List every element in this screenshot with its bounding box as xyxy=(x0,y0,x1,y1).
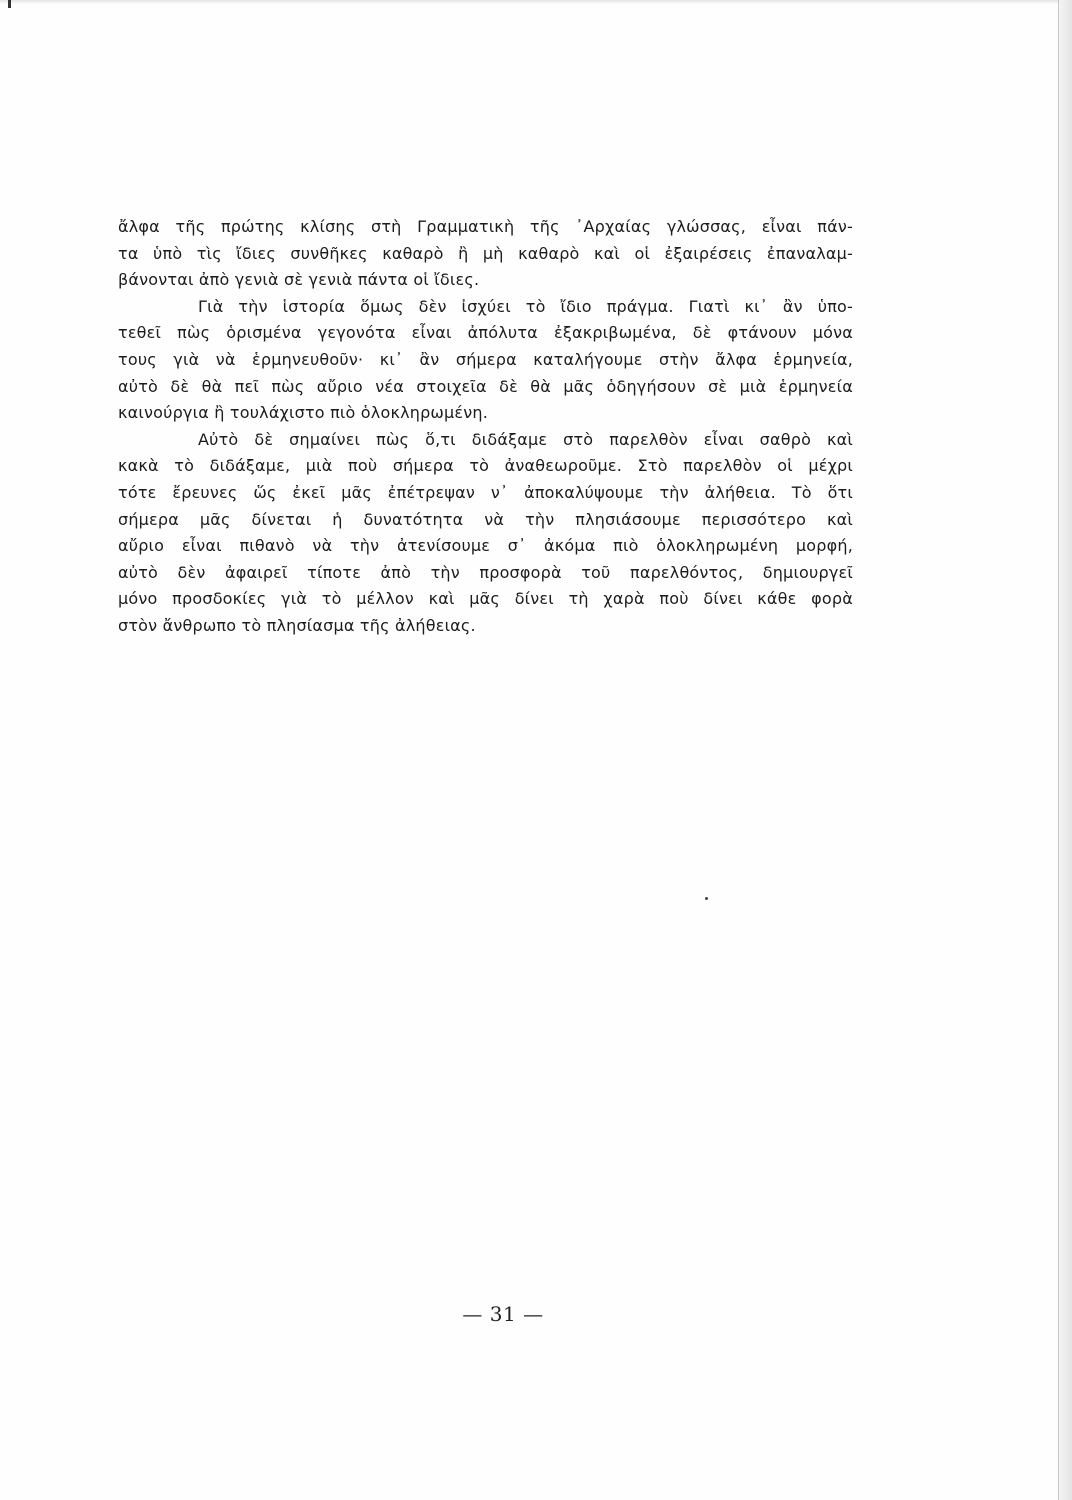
scan-right-edge-line xyxy=(1058,0,1059,1500)
scan-dot-mark xyxy=(705,897,708,900)
text-line: αὐτὸ δὲ θὰ πεῖ πὼς αὔριο νέα στοιχεῖα δὲ θὰ μᾶς ὁδηγήσουν σὲ μιὰ ἑρμηνεία xyxy=(118,376,853,396)
text-line: τους γιὰ νὰ ἑρμηνευθοῦν· κι᾽ ἂν σήμερα καταλήγουμε στὴν ἄλφα ἑρμηνεία, xyxy=(118,349,853,369)
page-number: — 31 — xyxy=(462,1302,544,1326)
text-line: ἄλφα τῆς πρώτης κλίσης στὴ Γραμματικὴ τῆς ᾽Αρχαίας γλώσσας, εἶναι πάν- xyxy=(118,217,853,236)
text-line: σήμερα μᾶς δίνεται ἡ δυνατότητα νὰ τὴν πλησιάσουμε περισσότερο καὶ xyxy=(118,509,853,529)
text-line: αὐτὸ δὲν ἀφαιρεῖ τίποτε ἀπὸ τὴν προσφορὰ τοῦ παρελθόντος, δημιουργεῖ xyxy=(118,562,853,582)
text-line: κακὰ τὸ διδάξαμε, μιὰ ποὺ σήμερα τὸ ἀναθεωροῦμε. Στὸ παρελθὸν οἱ μέχρι xyxy=(118,456,853,476)
text-line: Γιὰ τὴν ἱστορία ὅμως δὲν ἰσχύει τὸ ἴδιο πράγμα. Γιατὶ κι᾽ ἂν ὑπο- xyxy=(198,296,853,316)
text-line: μόνο προσδοκίες γιὰ τὸ μέλλον καὶ μᾶς δίνει τὴ χαρὰ ποὺ δίνει κάθε φορὰ xyxy=(118,589,853,609)
text-line: Αὐτὸ δὲ σημαίνει πὼς ὅ,τι διδάξαμε στὸ παρελθὸν εἶναι σαθρὸ καὶ xyxy=(198,429,853,449)
text-line: βάνονται ἀπὸ γενιὰ σὲ γενιὰ πάντα οἱ ἴδιες. xyxy=(118,270,480,290)
text-line: τεθεῖ πὼς ὁρισμένα γεγονότα εἶναι ἀπόλυτα ἐξακριβωμένα, δὲ φτάνουν μόνα xyxy=(118,323,853,343)
text-line: αὔριο εἶναι πιθανὸ νὰ τὴν ἀτενίσουμε σ᾽ ἀκόμα πιὸ ὁλοκληρωμένη μορφή, xyxy=(118,536,853,556)
text-line: στὸν ἄνθρωπο τὸ πλησίασμα τῆς ἀλήθειας. xyxy=(118,615,476,635)
scan-right-edge xyxy=(1058,0,1072,1500)
scan-tick-mark xyxy=(8,0,11,8)
text-line: καινούργια ἢ τουλάχιστο πιὸ ὁλοκληρωμένη. xyxy=(118,403,489,423)
text-line: τα ὑπὸ τὶς ἴδιες συνθῆκες καθαρὸ ἢ μὴ καθαρὸ καὶ οἱ ἐξαιρέσεις ἐπαναλαμ- xyxy=(118,243,853,263)
body-text xyxy=(118,214,853,640)
scan-top-edge xyxy=(0,0,1060,4)
text-line: τότε ἔρευνες ὥς ἐκεῖ μᾶς ἐπέτρεψαν ν᾽ ἀποκαλύψουμε τὴν ἀλήθεια. Τὸ ὅτι xyxy=(118,482,853,502)
